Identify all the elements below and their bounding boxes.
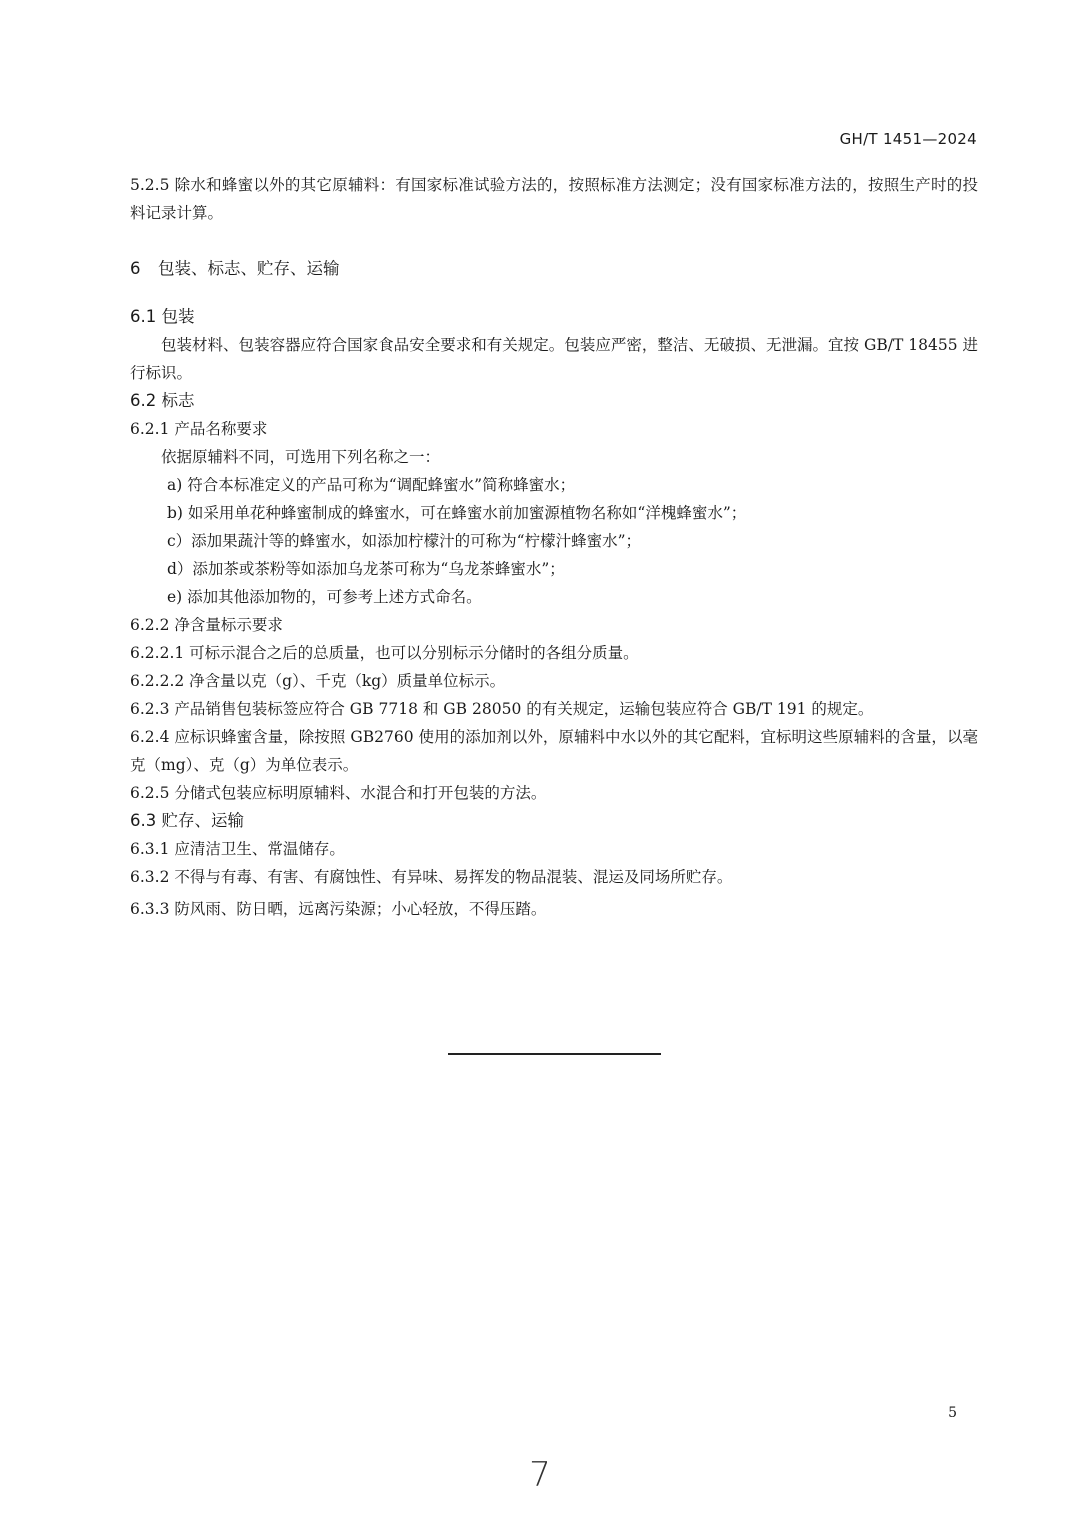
section-6-3-heading: 6.3 贮存、运输 — [130, 811, 244, 830]
section-6-1-heading: 6.1 包装 — [130, 307, 195, 326]
list-item-e: e) 添加其他添加物的，可参考上述方式命名。 — [167, 588, 482, 606]
clause-6-2-4: 6.2.4 应标识蜂蜜含量，除按照 GB2760 使用的添加剂以外，原辅料中水以外的其它配料，宜标明这些原辅料的含量，以毫克（mg）、克（g）为单位表示。 — [130, 728, 978, 774]
section-6-title: 包装、标志、贮存、运输 — [158, 259, 340, 278]
clause-6-2-2-2: 6.2.2.2 净含量以克（g）、千克（kg）质量单位标示。 — [130, 672, 506, 690]
list-item-d: d）添加茶或茶粉等如添加乌龙茶可称为“乌龙茶蜂蜜水”； — [167, 560, 565, 578]
clause-6-2-2-1: 6.2.2.1 可标示混合之后的总质量，也可以分别标示分储时的各组分质量。 — [130, 644, 639, 662]
clause-6-2-5: 6.2.5 分储式包装应标明原辅料、水混合和打开包装的方法。 — [130, 784, 547, 802]
clause-6-1-text-a: 包装材料、包装容器应符合国家食品安全要求和有关规定。包装应严密，整洁、无破损、无泄漏。 — [161, 336, 829, 354]
section-6-2-heading: 6.2 标志 — [130, 391, 195, 410]
clause-6-2-1-intro: 依据原辅料不同，可选用下列名称之一： — [161, 448, 441, 466]
clause-5-2-5: 5.2.5 除水和蜂蜜以外的其它原辅料：有国家标准试验方法的，按照标准方法测定；没有国家标准方法的，按照生产时的投料记录计算。 — [130, 176, 978, 222]
section-6-heading — [130, 255, 978, 283]
section-6-number: 6 — [130, 259, 141, 278]
page-number: 5 — [948, 1405, 957, 1421]
page-marker: 7 — [529, 1455, 551, 1495]
list-item-b: b) 如采用单花种蜂蜜制成的蜂蜜水，可在蜂蜜水前加蜜源植物名称如“洋槐蜂蜜水”； — [167, 504, 747, 522]
document-body — [130, 171, 978, 923]
clause-6-3-3: 6.3.3 防风雨、防日晒，远离污染源；小心轻放，不得压踏。 — [130, 900, 547, 918]
standard-code: GH/T 1451—2024 — [839, 130, 977, 148]
clause-6-3-2: 6.3.2 不得与有毒、有害、有腐蚀性、有异味、易挥发的物品混装、混运及同场所贮存。 — [130, 868, 733, 886]
clause-6-2-2: 6.2.2 净含量标示要求 — [130, 616, 283, 634]
clause-6-1-text-b: 宜按 GB/T 18455 进行标识。 — [130, 336, 978, 382]
clause-6-3-1: 6.3.1 应清洁卫生、常温储存。 — [130, 840, 345, 858]
list-item-c: c）添加果蔬汁等的蜂蜜水，如添加柠檬汁的可称为“柠檬汁蜂蜜水”； — [167, 532, 642, 550]
clause-6-2-3: 6.2.3 产品销售包装标签应符合 GB 7718 和 GB 28050 的有关规定，运输包装应符合 GB/T 191 的规定。 — [130, 700, 874, 718]
list-item-a: a) 符合本标准定义的产品可称为“调配蜂蜜水”简称蜂蜜水； — [167, 476, 576, 494]
clause-6-2-1: 6.2.1 产品名称要求 — [130, 420, 268, 438]
end-of-document-rule — [448, 1053, 661, 1055]
clause-6-1-text — [130, 331, 978, 387]
